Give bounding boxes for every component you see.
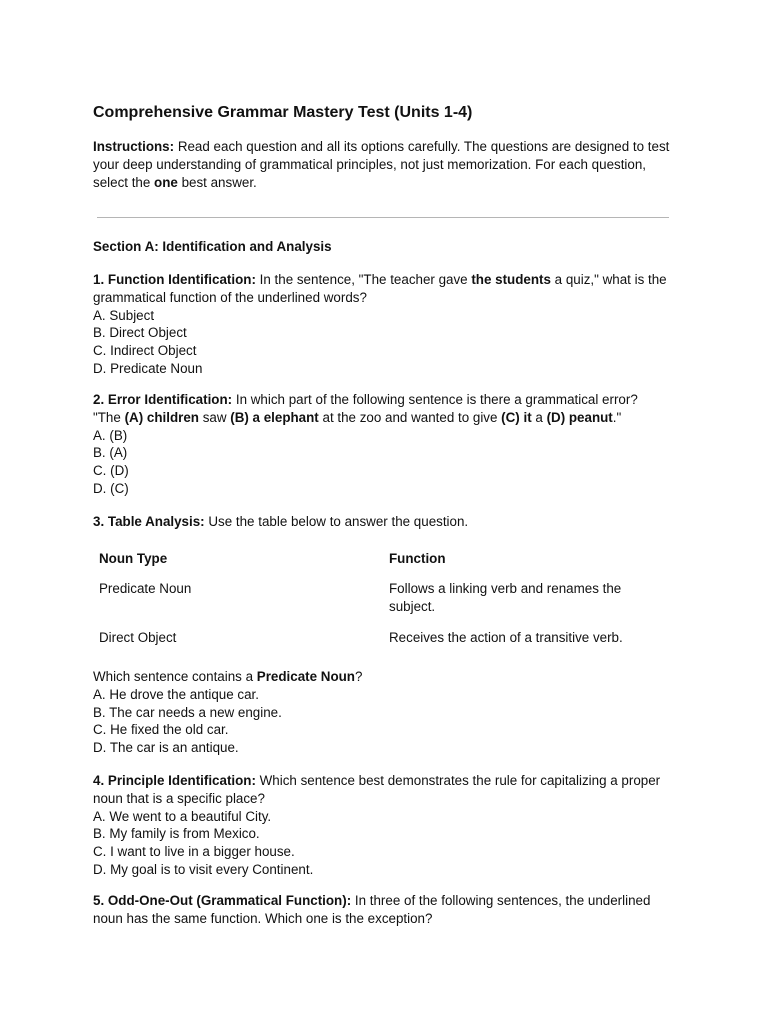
question-5-stem: [93, 892, 673, 928]
page-title: Comprehensive Grammar Mastery Test (Units 1-4): [93, 104, 473, 121]
instructions-text-1: Read each question and all its options carefully. The questions are designed to test your deep understanding of grammatical principles, not just memorization. For each question, select the: [93, 139, 670, 190]
question-2-sentence: [93, 409, 673, 427]
question-3-label: 3. Table Analysis:: [93, 514, 205, 529]
table-row: [99, 580, 659, 629]
question-2-option-a: A. (B): [93, 427, 128, 443]
question-3: [93, 668, 673, 757]
question-3-stem: [93, 513, 673, 531]
sentence-mid-3: a: [531, 409, 547, 425]
instructions-label: Instructions:: [93, 139, 175, 154]
question-2-option-b: B. (A): [93, 445, 128, 461]
sentence-close: .": [612, 409, 622, 425]
question-4-option-c: C. I want to live in a bigger house.: [93, 844, 295, 860]
question-3-stem-text: Use the table below to answer the question.: [204, 514, 469, 529]
table-cell-noun-type: Predicate Noun: [99, 581, 192, 596]
question-1-stem-part-1: In the sentence, "The teacher gave: [255, 272, 472, 287]
question-4-label: 4. Principle Identification:: [93, 773, 256, 788]
question-1-stem: [93, 271, 673, 307]
question-2-label: 2. Error Identification:: [93, 392, 233, 407]
question-2-stem: [93, 391, 673, 409]
question-1-label: 1. Function Identification:: [93, 272, 256, 287]
sentence-mid-2: at the zoo and wanted to give: [318, 409, 502, 425]
question-4-option-b: B. My family is from Mexico.: [93, 826, 260, 842]
question-1-option-d: D. Predicate Noun: [93, 360, 203, 376]
question-1-option-b: B. Direct Object: [93, 325, 187, 341]
sentence-mid-1: saw: [198, 409, 231, 425]
sentence-part-a: (A) children: [124, 409, 199, 425]
question-3-option-b: B. The car needs a new engine.: [93, 704, 282, 720]
question-1-option-c: C. Indirect Object: [93, 343, 197, 359]
section-a-heading: Section A: Identification and Analysis: [93, 239, 332, 254]
question-3-option-c: C. He fixed the old car.: [93, 722, 229, 738]
sentence-part-b: (B) a elephant: [230, 409, 319, 425]
question-2: [93, 391, 673, 498]
instructions-paragraph: [93, 138, 673, 191]
table-header-row: [99, 550, 659, 580]
instructions-emphasis: one: [154, 174, 178, 190]
sentence-part-c: (C) it: [501, 409, 532, 425]
table-cell-function: Receives the action of a transitive verb.: [389, 630, 623, 645]
question-3-prompt-bold: Predicate Noun: [256, 669, 355, 684]
question-5-stem-text: In three of the following sentences, the underlined noun has the same function. Which one is the exception?: [93, 893, 651, 926]
question-2-option-c: C. (D): [93, 463, 129, 479]
horizontal-divider: [97, 217, 669, 218]
question-3-option-d: D. The car is an antique.: [93, 740, 239, 756]
question-1-stem-part-2: a quiz," what is the grammatical function of the underlined words?: [93, 272, 667, 305]
table-header-function: Function: [389, 551, 446, 566]
question-3-prompt-part-2: ?: [355, 669, 363, 684]
noun-type-table: [99, 550, 659, 649]
question-4: [93, 772, 673, 879]
table-row: [99, 629, 659, 649]
question-5: [93, 892, 673, 928]
question-3-option-a: A. He drove the antique car.: [93, 686, 259, 702]
question-4-stem-text: Which sentence best demonstrates the rule for capitalizing a proper noun that is a specific place?: [93, 773, 661, 806]
question-4-option-d: D. My goal is to visit every Continent.: [93, 861, 314, 877]
table-cell-noun-type: Direct Object: [99, 630, 177, 645]
question-4-stem: [93, 772, 673, 808]
question-1-underlined-words: the students: [471, 272, 551, 287]
table-cell-function: Follows a linking verb and renames the subject.: [389, 581, 622, 614]
table-header-noun-type: Noun Type: [99, 551, 168, 566]
question-2-option-d: D. (C): [93, 480, 129, 496]
question-5-label: 5. Odd-One-Out (Grammatical Function):: [93, 893, 352, 908]
question-3-prompt: [93, 668, 673, 686]
question-3-prompt-part-1: Which sentence contains a: [93, 669, 257, 684]
question-1-option-a: A. Subject: [93, 307, 155, 323]
question-4-option-a: A. We went to a beautiful City.: [93, 808, 272, 824]
sentence-open: "The: [93, 409, 125, 425]
question-1: [93, 271, 673, 378]
sentence-part-d: (D) peanut: [546, 409, 613, 425]
question-2-stem-text: In which part of the following sentence is there a grammatical error?: [232, 392, 638, 407]
instructions-text-2: best answer.: [177, 174, 257, 190]
